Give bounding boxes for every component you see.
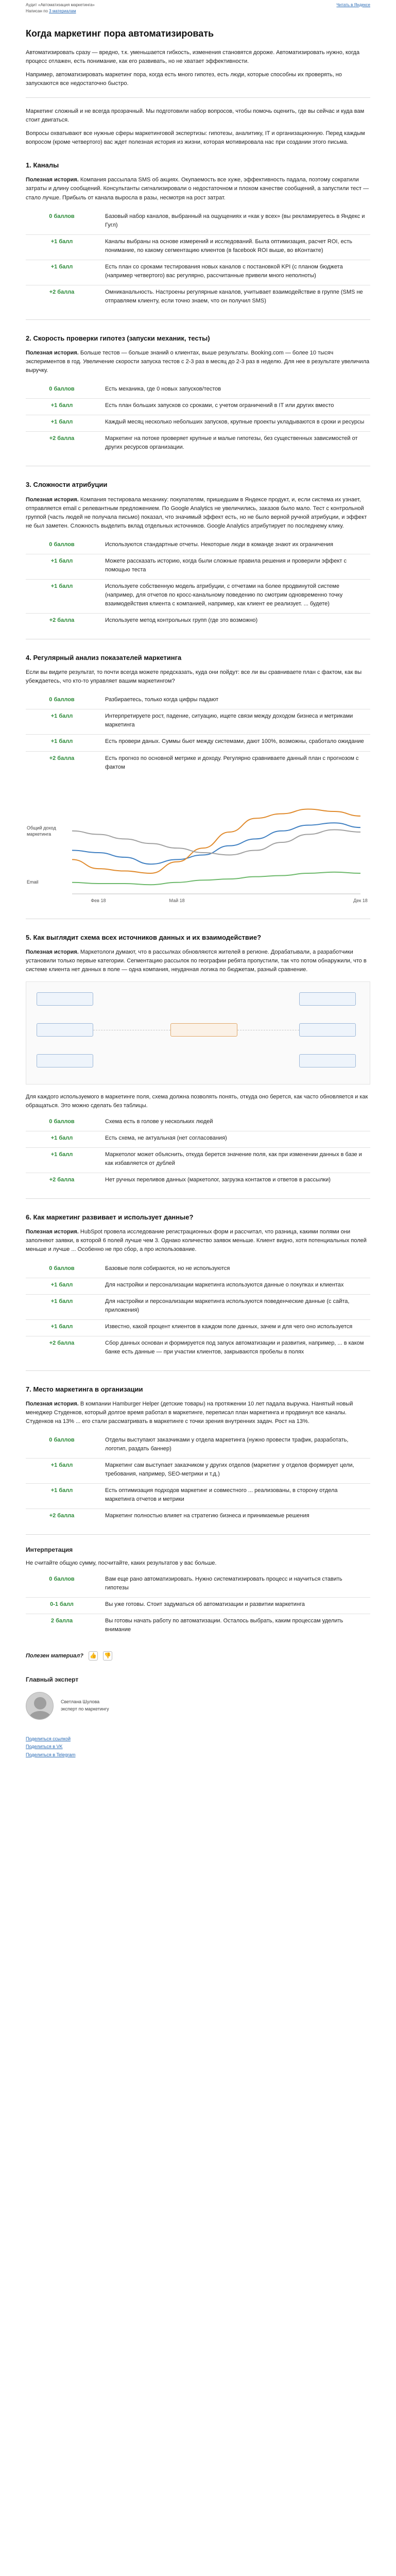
- expert-name: Светлана Шулова: [61, 1699, 100, 1704]
- desc-cell: Есть схема, не актуальная (нет согласования): [98, 1131, 370, 1148]
- table-row: [26, 1294, 370, 1319]
- interpretation-intro: Не считайте общую сумму, посчитайте, каких результатов у вас больше.: [26, 1560, 217, 1567]
- story-text: Больше тестов — больше знаний о клиентах, выше результаты. Booking.com — более 10 тысяч экспериментов в год. Увеличение скорости запуска тестов с 2-3 раз в месяц до 2-3 раз в неделю. Для нее в результате увеличила выручку.: [26, 350, 370, 374]
- desc-cell: Нет ручных переливов данных (маркетолог, загрузка контактов и ответов в рассылки): [98, 1173, 370, 1190]
- score-cell: +1 балл: [26, 399, 98, 415]
- desc-cell: Маркетинг сам выступает заказчиком у других отделов (маркетинг у отделов формирует цели, требования, например, SEO-метрики и т.д.): [98, 1459, 370, 1484]
- desc-cell: Используете метод контрольных групп (где это возможно): [98, 614, 370, 630]
- score-cell: +1 балл: [26, 1131, 98, 1148]
- desc-cell: Есть механика, где 0 новых запусков/тестов: [105, 386, 221, 393]
- sources-prefix: Написан по: [26, 9, 48, 14]
- interpretation-table: [26, 1572, 370, 1639]
- table-row: [26, 1459, 370, 1484]
- intro: [26, 48, 370, 147]
- story-label: Полезная история.: [26, 496, 79, 503]
- diagram-hub-node: [170, 1023, 237, 1037]
- story-label: Полезная история.: [26, 350, 79, 357]
- table-row: [26, 554, 370, 579]
- score-cell: +1 балл: [26, 234, 98, 260]
- story-text: Компания тестировала механику: покупателям, пришедшим в Яндексе продукт, и, если система их узнает, отправляется email с релевантным предложением. По Google Analytics не увеличились, заказов было мало. Тест с контрольной группой (часть людей не получала письмо) показал, что значимый эффект есть, но не было верной ручной атрибуции, и эффект не был заметен. Сложность выделить вклад отдельных источников. Google Analytics атрибутирует по последнему клику.: [26, 496, 367, 529]
- table-row: [26, 1115, 370, 1131]
- desc-cell: Для настройки и персонализации маркетинга используются поведенческие данные (с сайта, приложения): [98, 1294, 370, 1319]
- expert-meta: [61, 1699, 109, 1713]
- story-label: Полезная история.: [26, 948, 79, 955]
- story: [26, 176, 370, 202]
- feedback-bar: [26, 1651, 370, 1660]
- story-text: Если вы видите результат, то почти всегда можете предсказать, куда они пойдут: все ли вы сравниваете план с фактом, как вы убеждаетесь, что кто-то управляет вашим маркетингом?: [26, 669, 362, 685]
- story-text: Маркетологи думают, что в рассылках обновляются жителей в регионе. Дорабатывали, а разработчики установили только первые категории. Сегментацию рассылок по географии ребята пропустили, так что потом обнаружили, что в системе клиента нет данных в поле — одна компания, неудачная логика по бюджетам, разный сравнение.: [26, 948, 367, 973]
- page-title: Когда маркетинг пора автоматизировать: [26, 28, 214, 39]
- story: [26, 1228, 370, 1254]
- story-label: Полезная история.: [26, 1400, 79, 1407]
- desc-cell: Маркетолог может объяснить, откуда берется значение поля, как при изменении данных в базе и как избавляется от дублей: [98, 1148, 370, 1173]
- desc-cell: Разбираетесь, только когда цифры падают: [105, 697, 219, 703]
- story-text: HubSpot провела исследование регистрационных форм и рассчитал, что разница, какими полями они заполняют заявки, в которой 6 полей лучше чем 3. Однако количество заявок меньше. Клиент видно, хотя потенциальных полей меньше и лучше ... Особенно не про сбор, а про использование.: [26, 1229, 367, 1253]
- chart-tick-group: [72, 894, 368, 903]
- line-chart-svg: [26, 781, 370, 909]
- course-label: Аудит «Автоматизация маркетинга»: [26, 3, 95, 7]
- thumbs-down-icon[interactable]: 👎: [103, 1651, 112, 1660]
- desc-cell: Известно, какой процент клиентов в каждом поле данных, зачем и для чего оно используется: [98, 1319, 370, 1336]
- section-title: 2. Скорость проверки гипотез (запуски механик, тесты): [26, 334, 210, 342]
- table-row: [26, 1148, 370, 1173]
- desc-cell: Каналы выбраны на основе измерений и исследований. Была оптимизация, расчет ROI, есть понимание, по какому сегментацию клиентов (в facebook ROI выше, во вКонтакте): [98, 234, 370, 260]
- intro-paragraph: Например, автоматизировать маркетинг пора, когда есть много гипотез, есть люди, которые способны их проверять, но запускаются все недостаточно быстро.: [26, 71, 342, 87]
- share-link[interactable]: Поделиться в VK: [26, 1744, 63, 1750]
- table-row: [26, 1614, 370, 1639]
- score-table: [26, 382, 370, 456]
- desc-cell: Базовый набор каналов, выбранный на ощущениях и «как у всех» (вы рекламируетесь в Яндекс и Гугл): [105, 213, 365, 228]
- table-row: [26, 1509, 370, 1526]
- desc-cell: Схема есть в голове у нескольких людей: [105, 1118, 213, 1125]
- feedback-label: Полезен материал?: [26, 1652, 83, 1659]
- desc-cell: Базовые поля собираются, но не используются: [105, 1265, 230, 1272]
- expert-heading: Главный эксперт: [26, 1676, 79, 1684]
- desc-cell: Отделы выступают заказчиками у отдела маркетинга (нужно провести трафик, разработать, логотип, раздать баннер): [105, 1437, 349, 1452]
- table-row: [26, 579, 370, 613]
- table-row: [26, 709, 370, 735]
- story: [26, 948, 370, 974]
- score-cell: +1 балл: [26, 1294, 98, 1319]
- desc-cell: Сбор данных основан и формируется под запуск автоматизации и развития, например, ... в каком банке есть данные — при участии клиентов, закрываются пробелы в полях: [98, 1336, 370, 1361]
- diagram-node: [37, 992, 93, 1006]
- story: [26, 349, 370, 375]
- score-table: [26, 693, 370, 776]
- top-bar-left: [26, 2, 95, 15]
- read-link[interactable]: Читать в Яндексе: [336, 3, 370, 7]
- section-note: Для каждого используемого в маркетинге поля, схема должна позволять понять, откуда оно берется, как часто обновляется и как обращаться. Это можно сделать без таблицы.: [26, 1093, 368, 1109]
- expert-card: [26, 1692, 370, 1720]
- story-text: В компании Hamburger Helper (детские товары) на протяжении 10 лет падала выручка. Нанятый новый менеджер Студенков, который долгое время работал в маркетинге, переписал план маркетинга и продвинул все каналы. Студенков на 13% ... его стали рассматривать в маркетинге с точки зрения внутренних задач. Рост на 13%.: [26, 1400, 353, 1425]
- desc-cell: Для настройки и персонализации маркетинга используются данные о покупках и клиентах: [98, 1278, 370, 1294]
- series-line-3: [72, 872, 360, 884]
- score-cell: +2 балла: [26, 1509, 98, 1526]
- expert-role: эксперт по маркетингу: [61, 1706, 109, 1711]
- series-line-2: [72, 829, 360, 855]
- section-title: 3. Сложности атрибуции: [26, 481, 108, 489]
- diagram-node: [37, 1054, 93, 1067]
- table-row: [26, 285, 370, 310]
- desc-cell: Используются стандартные отчеты. Некоторые люди в команде знают их ограничения: [105, 541, 334, 548]
- divider: [26, 97, 370, 98]
- series-line-0: [72, 823, 360, 864]
- desc-cell: Есть прогноз по основной метрике и доходу. Регулярно сравниваете данный план с прогнозом с фактом: [98, 751, 370, 776]
- score-cell: 0 баллов: [49, 1118, 75, 1125]
- score-table: [26, 210, 370, 310]
- desc-cell: Маркетинг на потоке проверяет крупные и малые гипотезы, без существенных зависимостей от других ресурсов организации.: [98, 432, 370, 457]
- section-title: 5. Как выглядит схема всех источников данных и их взаимодействие?: [26, 933, 262, 941]
- chart-side-label: маркетинга: [27, 831, 51, 837]
- story: [26, 1400, 370, 1426]
- table-row: [26, 260, 370, 285]
- table-row: [26, 1131, 370, 1148]
- story: [26, 668, 370, 686]
- divider: [26, 1370, 370, 1371]
- score-cell: 0 баллов: [49, 1437, 75, 1444]
- table-row: [26, 1598, 370, 1614]
- chart-series-group: [72, 809, 360, 885]
- intro-paragraph: Вопросы охватывают все нужные сферы маркетинговой экспертизы: гипотезы, аналитику, IT и организационную. Перед каждым вопросом (кроме четвертого) вас ждет полезная история из жизни, которая мотивировала нас при создании этого письма.: [26, 130, 365, 146]
- desc-cell: Каждый месяц несколько небольших запусков, крупные проекты укладываются в сроки и ресурсы: [98, 415, 370, 432]
- sources-link[interactable]: 3 материалам: [49, 9, 76, 14]
- table-row: [26, 1484, 370, 1509]
- story-text: Компания рассылала SMS об акциях. Окупаемость все хуже, эффективность падала, поэтому сократили затраты и длину сообщений. Консультанты сигнализировали о недостаточном и плохом качестве сообщений, а запустили тест — стало лучше. Прибыль от канала выросла в разы, несмотря на рост затрат.: [26, 177, 369, 201]
- score-cell: 0 баллов: [49, 1576, 75, 1583]
- desc-cell: Омниканальность. Настроены регулярные каналов, учитывает взаимодействие в группе (SMS не отправляем клиенту, если точно знаем, что он получил SMS): [98, 285, 370, 310]
- table-row: [26, 1336, 370, 1361]
- desc-cell: Есть план больших запусков со сроками, с учетом ограничений в IT или других вместо: [98, 399, 370, 415]
- table-row: [26, 1173, 370, 1190]
- score-cell: +1 балл: [26, 1459, 98, 1484]
- score-cell: +1 балл: [26, 1278, 98, 1294]
- score-cell: +1 балл: [26, 1148, 98, 1173]
- divider: [26, 1534, 370, 1535]
- score-cell: 0-1 балл: [26, 1598, 98, 1614]
- desc-cell: Маркетинг полностью влияет на стратегию бизнеса и принимаемые решения: [98, 1509, 370, 1526]
- score-cell: +2 балла: [26, 432, 98, 457]
- table-row: [26, 735, 370, 751]
- score-cell: +1 балл: [26, 1484, 98, 1509]
- diagram-node: [299, 1023, 356, 1037]
- section-title: 7. Место маркетинга в организации: [26, 1385, 143, 1393]
- thumbs-up-icon[interactable]: 👍: [89, 1651, 98, 1660]
- score-table: [26, 538, 370, 630]
- sources-line: [26, 8, 95, 14]
- desc-cell: Есть план со сроками тестирования новых каналов с постановкой KPI (с планом бюджета (например четвертого) вас регулярно, рассчитанные привели много неполноты): [98, 260, 370, 285]
- table-row: [26, 1262, 370, 1278]
- story-label: Полезная история.: [26, 177, 79, 183]
- score-cell: +2 балла: [26, 614, 98, 630]
- table-row: [26, 1572, 370, 1598]
- share-links: [26, 1735, 370, 1759]
- section-title: 6. Как маркетинг развивает и использует данные?: [26, 1213, 194, 1222]
- table-row: [26, 614, 370, 630]
- score-cell: 0 баллов: [49, 1265, 75, 1272]
- desc-cell: Можете рассказать историю, когда были сложные правила решения и проверили эффект с помощью теста: [98, 554, 370, 579]
- divider: [26, 1198, 370, 1199]
- desc-cell: Вы готовы начать работу по автоматизации. Осталось выбрать, каким процессам уделить внимание: [98, 1614, 370, 1639]
- interpretation-title: Интерпретация: [26, 1546, 73, 1554]
- chart-side-label: Общий доход: [27, 825, 56, 831]
- share-link[interactable]: Поделиться в Telegram: [26, 1752, 76, 1757]
- score-cell: +2 балла: [26, 751, 98, 776]
- score-cell: +1 балл: [26, 554, 98, 579]
- score-cell: 0 баллов: [49, 541, 75, 548]
- x-tick-label: Май 18: [169, 897, 185, 903]
- table-row: [26, 210, 370, 235]
- desc-cell: Есть провери даных. Суммы бьют между системами, дают 100%, возможны, сработало ожидание: [98, 735, 370, 751]
- avatar: [26, 1692, 54, 1720]
- section-title: 4. Регулярный анализ показателей маркетинга: [26, 654, 182, 662]
- score-cell: +1 балл: [26, 1319, 98, 1336]
- table-row: [26, 234, 370, 260]
- diagram-node: [299, 1054, 356, 1067]
- score-cell: +1 балл: [26, 735, 98, 751]
- desc-cell: Есть оптимизация подходов маркетинг и совместного ... реализованы, в сторону отдела маркетинга отчетов и метрики: [98, 1484, 370, 1509]
- score-cell: +2 балла: [26, 1336, 98, 1361]
- section-title: 1. Каналы: [26, 161, 59, 170]
- table-row: [26, 693, 370, 709]
- table-row: [26, 1278, 370, 1294]
- top-bar: [26, 0, 370, 18]
- score-cell: 0 баллов: [49, 386, 75, 393]
- score-table: [26, 1433, 370, 1525]
- x-tick-label: Дек 18: [353, 897, 368, 903]
- score-cell: +1 балл: [26, 579, 98, 613]
- story-label: Полезная история.: [26, 1229, 79, 1235]
- score-cell: +2 балла: [26, 1173, 98, 1190]
- score-table: [26, 1115, 370, 1189]
- score-table: [26, 1262, 370, 1361]
- table-row: [26, 382, 370, 399]
- share-link[interactable]: Поделиться ссылкой: [26, 1736, 71, 1741]
- desc-cell: Вам еще рано автоматизировать. Нужно систематизировать процесс и научиться ставить гипотезы: [105, 1576, 342, 1591]
- score-cell: +1 балл: [26, 260, 98, 285]
- data-sources-diagram: [26, 981, 370, 1084]
- revenue-chart: [26, 781, 370, 909]
- score-cell: +1 балл: [26, 415, 98, 432]
- diagram-node: [299, 992, 356, 1006]
- table-row: [26, 432, 370, 457]
- intro-paragraph: Автоматизировать сразу — вредно, т.к. уменьшается гибкость, изменения становятся дороже. Автоматизировать нужно, когда процесс отлажен, есть понимание, как его развивать, но не хватает эффективности.: [26, 49, 360, 64]
- score-cell: +1 балл: [26, 709, 98, 735]
- table-row: [26, 399, 370, 415]
- table-row: [26, 1433, 370, 1459]
- score-cell: 0 баллов: [49, 213, 75, 219]
- score-cell: 0 баллов: [49, 697, 75, 703]
- desc-cell: Используете собственную модель атрибуции, с отчетами на более продвинутой системе (например, для отчетов по кросс-канальному поведению по смотрим одновременно точку взаимодействия клиента с компанией, например, как клиент ее реализует. ... будете): [98, 579, 370, 613]
- chart-side-label: Email: [27, 879, 39, 885]
- table-row: [26, 415, 370, 432]
- story: [26, 496, 370, 531]
- divider: [26, 319, 370, 320]
- series-line-1: [72, 809, 360, 873]
- table-row: [26, 751, 370, 776]
- intro-paragraph: Маркетинг сложный и не всегда прозрачный. Мы подготовили набор вопросов, чтобы помочь оценить, где вы сейчас и куда вам стоит двигаться.: [26, 108, 365, 124]
- desc-cell: Интерпретируете рост, падение, ситуацию, ищете связи между доходом бизнеса и метриками маркетинга: [98, 709, 370, 735]
- table-row: [26, 538, 370, 554]
- diagram-node: [37, 1023, 93, 1037]
- score-cell: +2 балла: [26, 285, 98, 310]
- x-tick-label: Фев 18: [91, 897, 106, 903]
- desc-cell: Вы уже готовы. Стоит задуматься об автоматизации и развитии маркетинга: [98, 1598, 370, 1614]
- table-row: [26, 1319, 370, 1336]
- score-cell: 2 балла: [26, 1614, 98, 1639]
